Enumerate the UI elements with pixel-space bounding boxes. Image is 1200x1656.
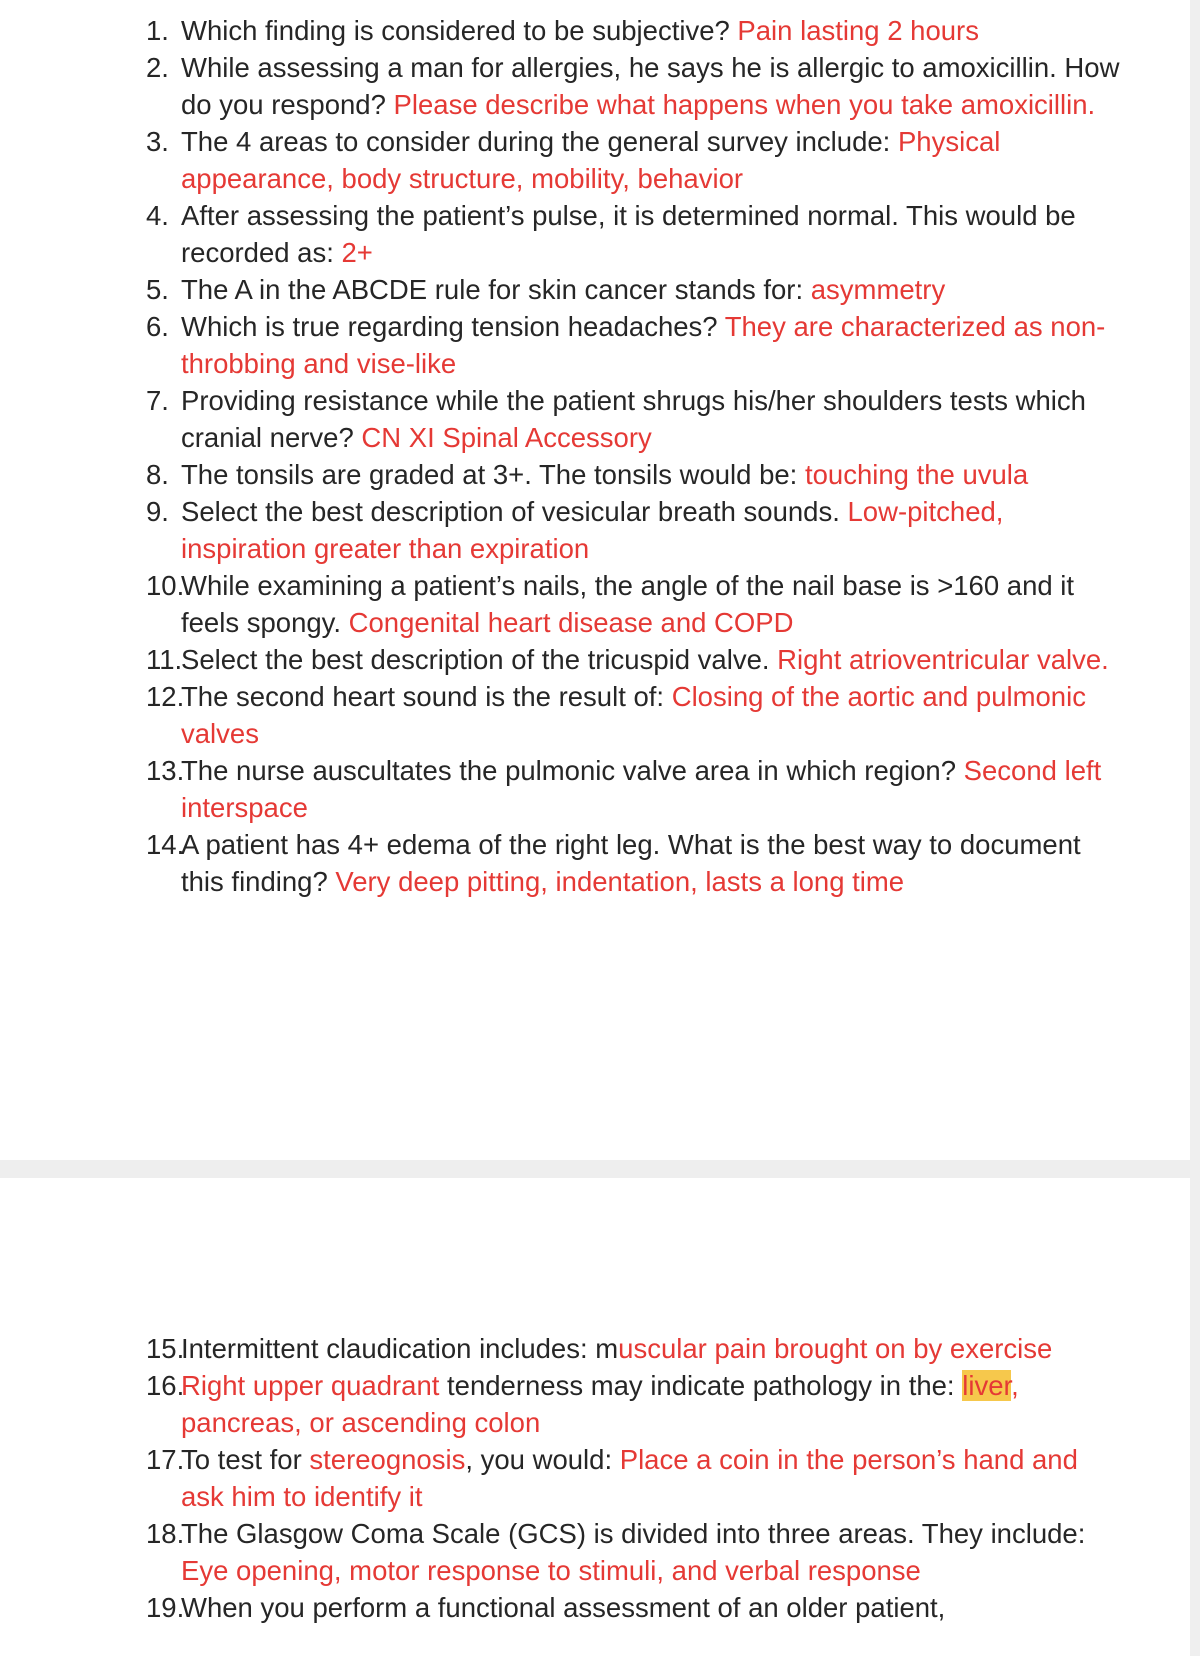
list-item [0,197,1120,271]
question-text: The Glasgow Coma Scale (GCS) is divided into three areas. They include: [181,1518,1086,1549]
answer-text: Right atrioventricular valve. [777,644,1109,675]
question-text: To test for [181,1444,310,1475]
question-text: When you perform a functional assessment of an older patient, [181,1592,946,1623]
document-page-2 [0,1178,1190,1656]
question-text: Select the best description of vesicular breath sounds. [181,496,848,527]
question-text: Which is true regarding tension headaches? [181,311,725,342]
question-text: Intermittent claudication includes: m [181,1333,619,1364]
answer-text: uscular pain brought on by exercise [618,1333,1053,1364]
question-text: The nurse auscultates the pulmonic valve area in which region? [181,755,964,786]
list-item [0,641,1120,678]
item-number: 6. [146,311,169,342]
list-item [0,123,1120,197]
question-text: The second heart sound is the result of: [181,681,672,712]
question-text: The tonsils are graded at 3+. The tonsils would be: [181,459,805,490]
answer-text: Second left interspace [181,755,1102,823]
answer-text: CN XI Spinal Accessory [361,422,652,453]
item-number: 11. [146,644,183,675]
question-text: The 4 areas to consider during the general survey include: [181,126,898,157]
question-text: A patient has 4+ edema of the right leg. What is the best way to document this finding? [181,829,1081,897]
list-item [0,308,1120,382]
item-number: 18. [146,1518,185,1549]
list-item [0,1515,1120,1589]
answer-text: Congenital heart disease and COPD [348,607,794,638]
answer-text: Physical appearance, body structure, mobility, behavior [181,126,1001,194]
question-text: Providing resistance while the patient shrugs his/her shoulders tests which cranial nerve? [181,385,1086,453]
question-text: The A in the ABCDE rule for skin cancer stands for: [181,274,811,305]
answer-text: Place a coin in the person’s hand and ask him to identify it [181,1444,1078,1512]
page-separator [0,1160,1200,1178]
item-number: 19. [146,1592,185,1623]
list-item [0,1330,1120,1367]
item-number: 4. [146,200,169,231]
item-number: 15. [146,1333,185,1364]
item-number: 2. [146,52,169,83]
answer-text: They are characterized as non-throbbing and vise-like [181,311,1106,379]
list-item [0,12,1120,49]
answer-text: Eye opening, motor response to stimuli, and verbal response [181,1555,921,1586]
answer-text: Closing of the aortic and pulmonic valves [181,681,1086,749]
list-item [0,493,1120,567]
item-number: 10. [146,570,185,601]
item-number: 9. [146,496,169,527]
question-text: After assessing the patient’s pulse, it is determined normal. This would be recorded as: [181,200,1076,268]
item-number: 8. [146,459,169,490]
question-text-cont: , you would: [465,1444,620,1475]
list-item [0,1367,1120,1441]
answer-text: , pancreas, or ascending colon [181,1370,1019,1438]
question-text: Which finding is considered to be subjective? [181,15,738,46]
list-item [0,456,1120,493]
answer-text: asymmetry [810,274,946,305]
list-item [0,567,1120,641]
answer-text: Very deep pitting, indentation, lasts a long time [335,866,905,897]
item-number: 7. [146,385,169,416]
list-item [0,826,1120,900]
question-text: While assessing a man for allergies, he says he is allergic to amoxicillin. How do you respond? [181,52,1120,120]
answer-text: Please describe what happens when you take amoxicillin. [393,89,1096,120]
highlighted-answer: liver [962,1370,1012,1401]
list-item [0,382,1120,456]
answer-text: Low-pitched, inspiration greater than expiration [181,496,1004,564]
item-number: 16. [146,1370,185,1401]
question-list [0,1330,1120,1626]
answer-text-inline: stereognosis [309,1444,466,1475]
list-item [0,1441,1120,1515]
answer-text: touching the uvula [804,459,1029,490]
answer-text: Pain lasting 2 hours [737,15,979,46]
item-number: 3. [146,126,169,157]
question-text: Select the best description of the tricuspid valve. [181,644,778,675]
item-number: 1. [146,15,169,46]
item-number: 12. [146,681,185,712]
question-list [0,12,1120,900]
question-text: While examining a patient’s nails, the angle of the nail base is >160 and it feels spongy. [181,570,1075,638]
list-item [0,752,1120,826]
item-number: 5. [146,274,169,305]
list-item [0,678,1120,752]
right-edge [1190,0,1200,1656]
list-item [0,1589,1120,1626]
item-number: 17. [146,1444,185,1475]
answer-text-lead: Right upper quadrant [181,1370,440,1401]
list-item [0,271,1120,308]
answer-text: 2+ [341,237,373,268]
list-item [0,49,1120,123]
question-text: tenderness may indicate pathology in the: [439,1370,963,1401]
item-number: 14. [146,829,185,860]
item-number: 13. [146,755,185,786]
